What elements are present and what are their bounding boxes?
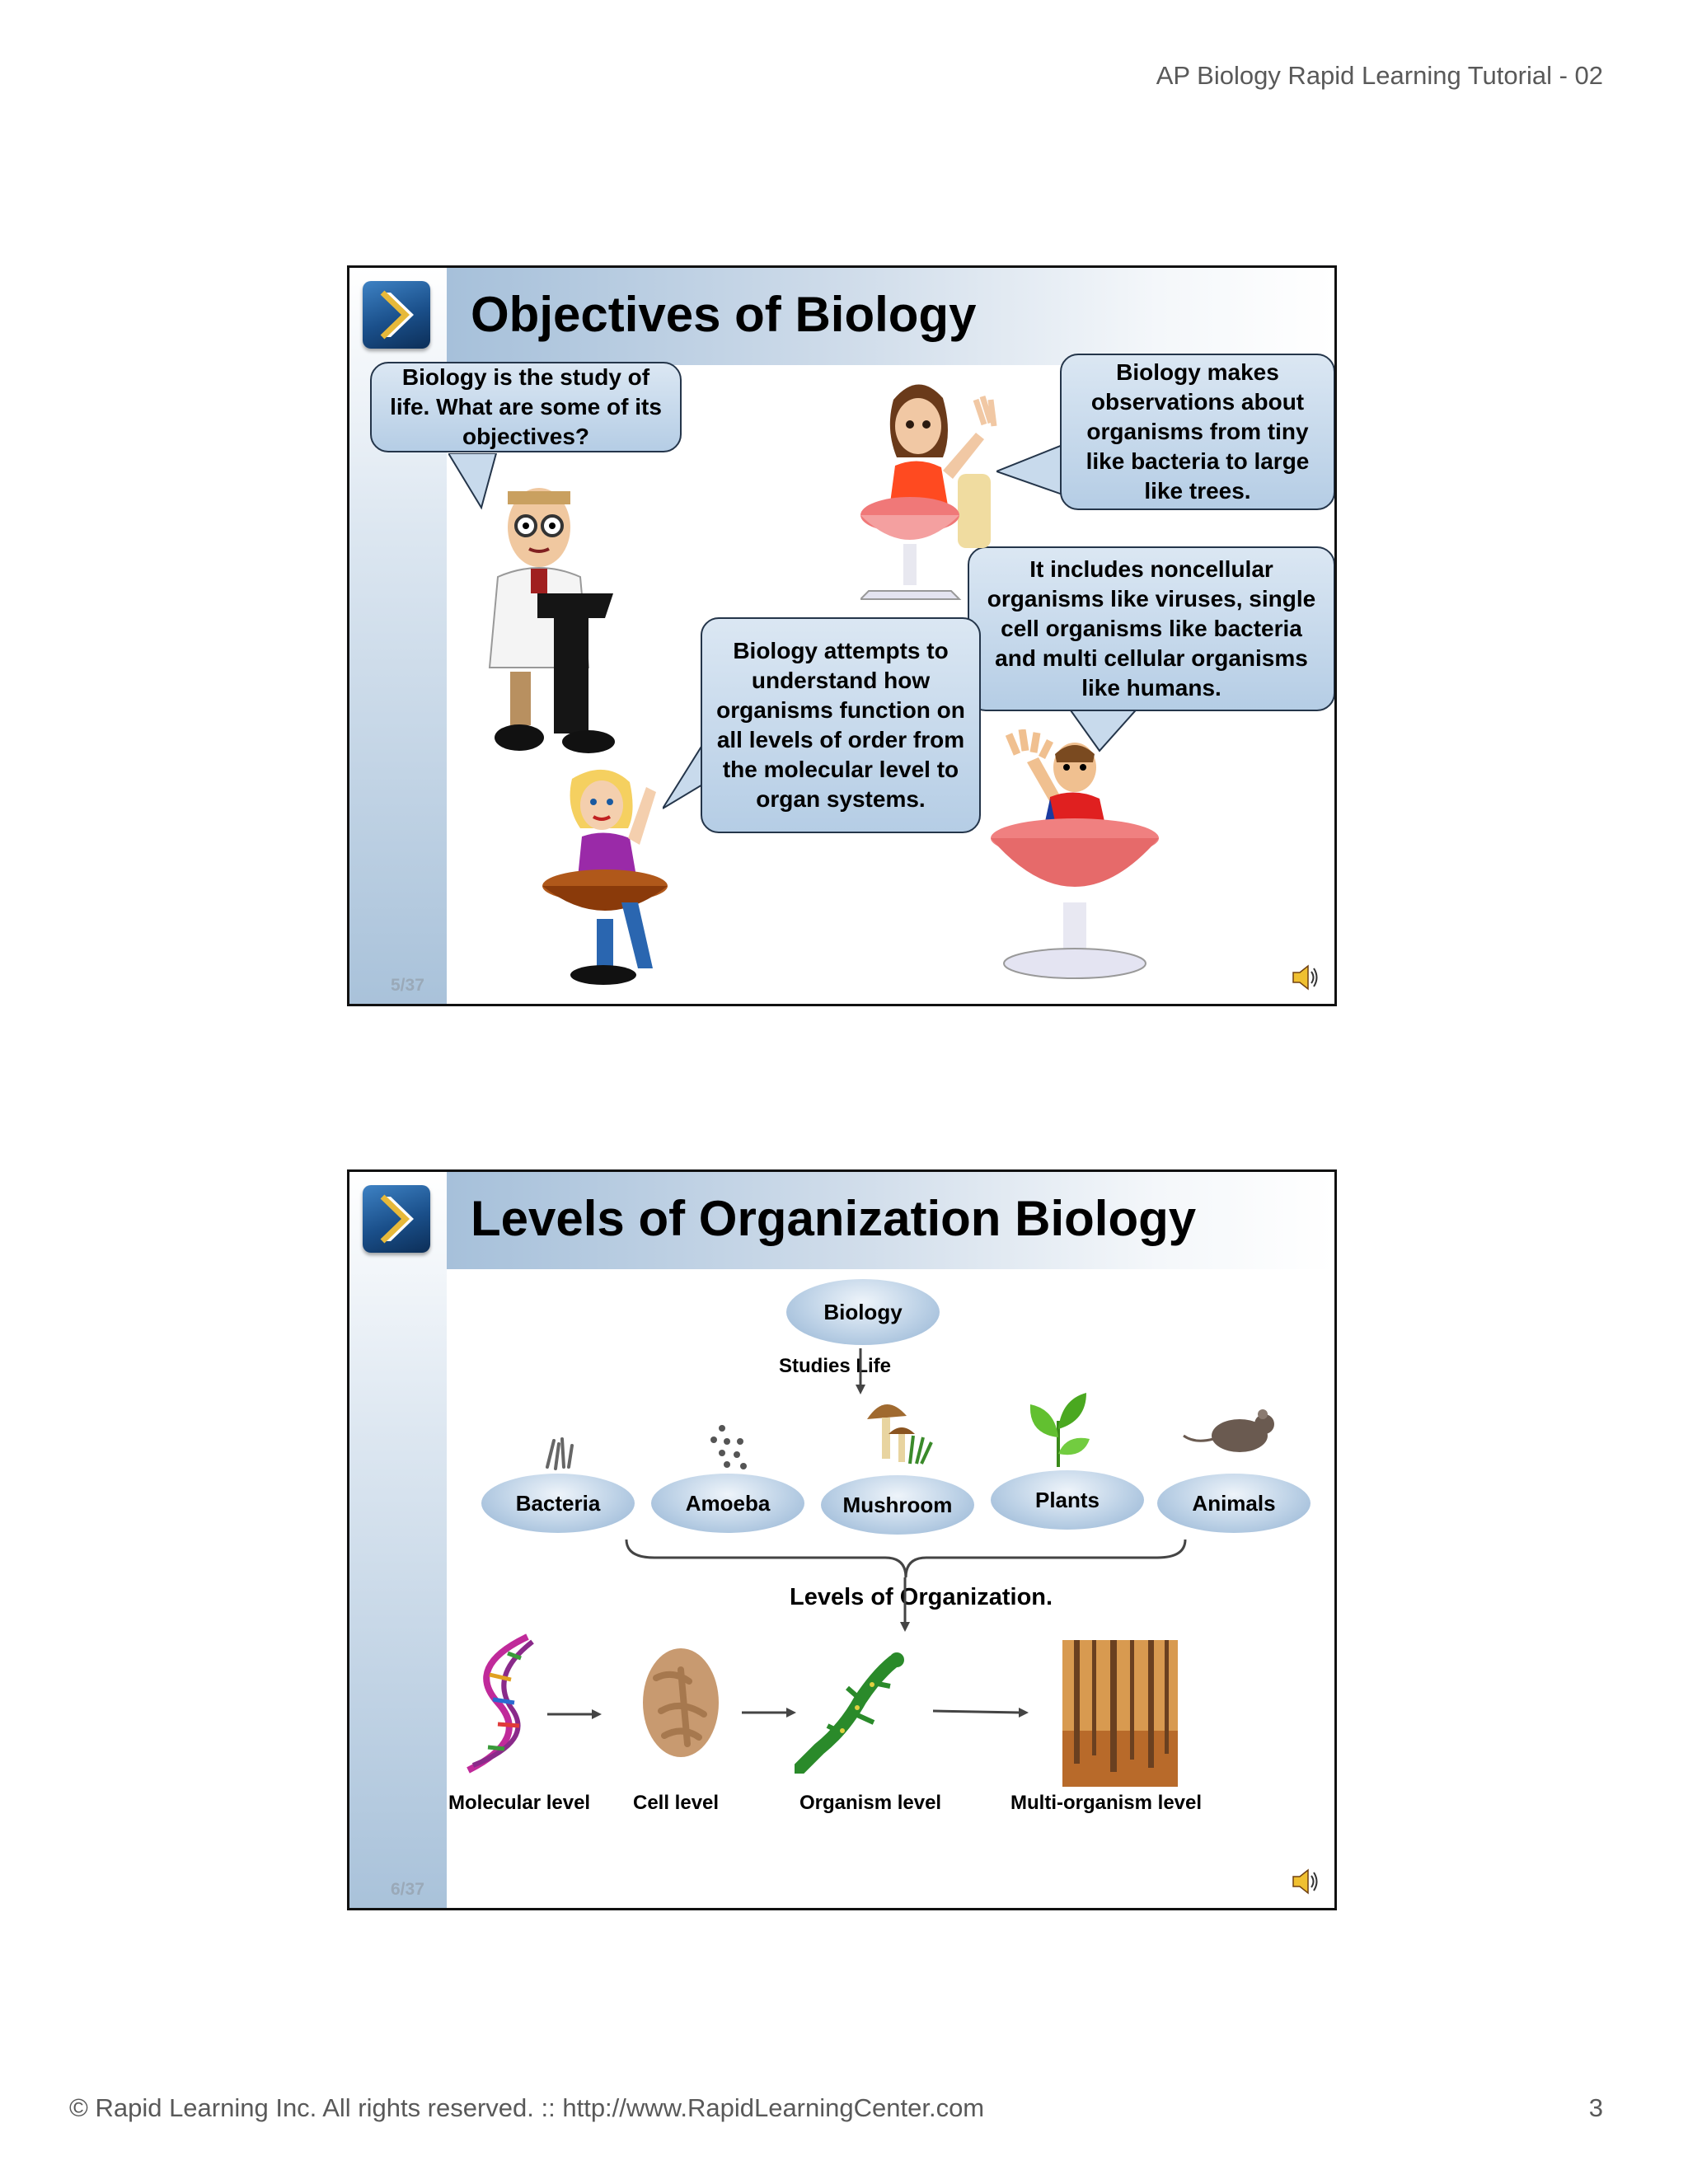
- student-boy-figure: [984, 729, 1165, 993]
- slide-title: Objectives of Biology: [471, 287, 977, 342]
- forest-icon: [1062, 1640, 1178, 1787]
- slide-sidebar: [349, 1172, 447, 1908]
- level-cell-label: Cell level: [633, 1792, 720, 1814]
- level-multi-organism-label: Multi-organism level: [1010, 1792, 1203, 1814]
- node-plants: Plants: [991, 1470, 1144, 1530]
- dna-icon: [457, 1633, 539, 1774]
- node-biology: Biology: [786, 1279, 940, 1345]
- lizard-icon: [795, 1650, 910, 1774]
- student-girl-figure: [860, 375, 1009, 606]
- down-arrow: [852, 1348, 869, 1398]
- amoeba-icon: [704, 1423, 753, 1473]
- page-number: 3: [1588, 2093, 1603, 2122]
- speaker-icon[interactable]: [1288, 1865, 1321, 1898]
- node-bacteria: Bacteria: [481, 1474, 635, 1533]
- node-mushroom: Mushroom: [821, 1475, 974, 1535]
- chevron-icon: [363, 1185, 430, 1253]
- bacteria-icon: [539, 1434, 580, 1475]
- right-arrow: [933, 1704, 1032, 1721]
- cell-icon: [640, 1645, 722, 1760]
- mouse-icon: [1182, 1403, 1281, 1460]
- speaker-icon[interactable]: [1288, 961, 1321, 994]
- level-organism-label: Organism level: [799, 1792, 942, 1814]
- node-animals: Animals: [1157, 1474, 1311, 1533]
- slide-number: 5/37: [391, 976, 424, 995]
- node-amoeba: Amoeba: [651, 1474, 804, 1533]
- plant-icon: [1025, 1388, 1091, 1470]
- right-arrow: [547, 1706, 605, 1722]
- right-arrow: [742, 1704, 799, 1721]
- speech-bubble-student: Biology attempts to understand how organisms function on all levels of order from the molecular level to organ systems.: [701, 617, 981, 833]
- page-footer: © Rapid Learning Inc. All rights reserved. :: http://www.RapidLearningCenter.com: [69, 2093, 985, 2122]
- chevron-icon: [363, 281, 430, 349]
- speech-bubble-teacher: Biology is the study of life. What are some of its objectives?: [370, 362, 682, 452]
- slide-number: 6/37: [391, 1880, 424, 1899]
- levels-caption: Levels of Organization.: [790, 1584, 1053, 1610]
- mushroom-icon: [860, 1394, 935, 1469]
- page-header: AP Biology Rapid Learning Tutorial - 02: [1156, 61, 1603, 90]
- student-blonde-figure: [539, 762, 704, 993]
- speech-bubble-boy: It includes noncellular organisms like viruses, single cell organisms like bacteria and multi cellular organisms like humans.: [968, 546, 1335, 711]
- slide-title: Levels of Organization Biology: [471, 1191, 1197, 1246]
- slide-objectives: [347, 265, 1337, 1006]
- down-arrow: [897, 1577, 913, 1635]
- slide-levels: [347, 1169, 1337, 1910]
- teacher-figure: [465, 462, 630, 766]
- level-molecular-label: Molecular level: [448, 1792, 591, 1814]
- studies-life-label: Studies Life: [779, 1355, 892, 1377]
- speech-bubble-girl: Biology makes observations about organisms from tiny like bacteria to large like trees.: [1060, 354, 1335, 510]
